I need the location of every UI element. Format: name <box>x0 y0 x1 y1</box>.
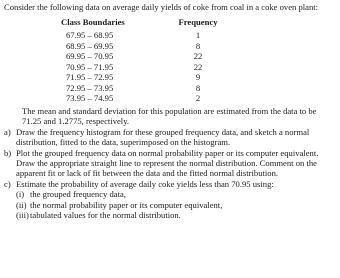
question-a <box>4 127 336 148</box>
table-row <box>61 83 222 94</box>
subitem-i <box>4 189 336 199</box>
question-c <box>4 179 336 189</box>
subitem-ii <box>4 200 336 210</box>
intro-text: Consider the following data on average daily yields of coke from coal in a coke oven plant: <box>4 2 319 12</box>
question-label: a) <box>4 126 11 137</box>
frequency-cell: 9 <box>195 72 201 83</box>
class-boundary-cell: 73.95 – 74.95 <box>66 93 114 104</box>
table-row <box>61 93 222 104</box>
class-boundary-cell: 71.95 – 72.95 <box>66 72 114 83</box>
question-b <box>4 148 336 179</box>
subitem-text: the grouped frequency data, <box>30 189 126 200</box>
class-boundary-cell: 72.95 – 73.95 <box>66 82 114 93</box>
column-header-frequency: Frequency <box>178 17 218 28</box>
subitem-text: the normal probability paper or its computer equivalent, <box>30 199 223 210</box>
class-boundary-cell: 70.95 – 71.95 <box>66 61 114 72</box>
table-row <box>61 30 222 41</box>
subitem-label: (ii) <box>16 199 27 210</box>
subitem-text: tabulated values for the normal distribution. <box>30 209 181 220</box>
subitem-label: (i) <box>16 189 25 200</box>
frequency-table <box>61 17 222 104</box>
question-label: c) <box>4 178 11 189</box>
frequency-cell: 8 <box>195 40 201 51</box>
subitem-iii <box>4 210 336 220</box>
frequency-cell: 1 <box>195 30 201 41</box>
frequency-cell: 22 <box>193 51 203 62</box>
class-boundary-cell: 69.95 – 70.95 <box>66 51 114 62</box>
question-text: Draw the frequency histogram for these grouped frequency data, and sketch a normal distribution, fitted to the data, superimposed on the histogram. <box>16 126 310 148</box>
table-row <box>61 51 222 62</box>
table-row <box>61 62 222 73</box>
frequency-cell: 2 <box>195 93 201 104</box>
column-header-class-boundaries: Class Boundaries <box>61 17 125 28</box>
table-row <box>61 72 222 83</box>
class-boundary-cell: 68.95 – 69.95 <box>66 40 114 51</box>
question-text: Plot the grouped frequency data on normal probability paper or its computer equivalent. Draw the appropriate straight line to represent the normal distribution. Comment on the apparent fit or lack of fit between the data and the fitted normal distribution. <box>16 147 319 179</box>
table-row <box>61 41 222 52</box>
table-header-row <box>61 17 222 30</box>
estimate-paragraph: The mean and standard deviation for this population are estimated from the data to be 71.25 and 1.2775, respectively. <box>22 105 317 127</box>
class-boundary-cell: 67.95 – 68.95 <box>66 30 114 41</box>
frequency-cell: 22 <box>193 61 203 72</box>
question-label: b) <box>4 147 12 158</box>
question-text: Estimate the probability of average daily coke yields less than 70.95 using: <box>16 178 274 189</box>
frequency-cell: 8 <box>195 82 201 93</box>
subitem-label: (iii) <box>16 209 29 220</box>
